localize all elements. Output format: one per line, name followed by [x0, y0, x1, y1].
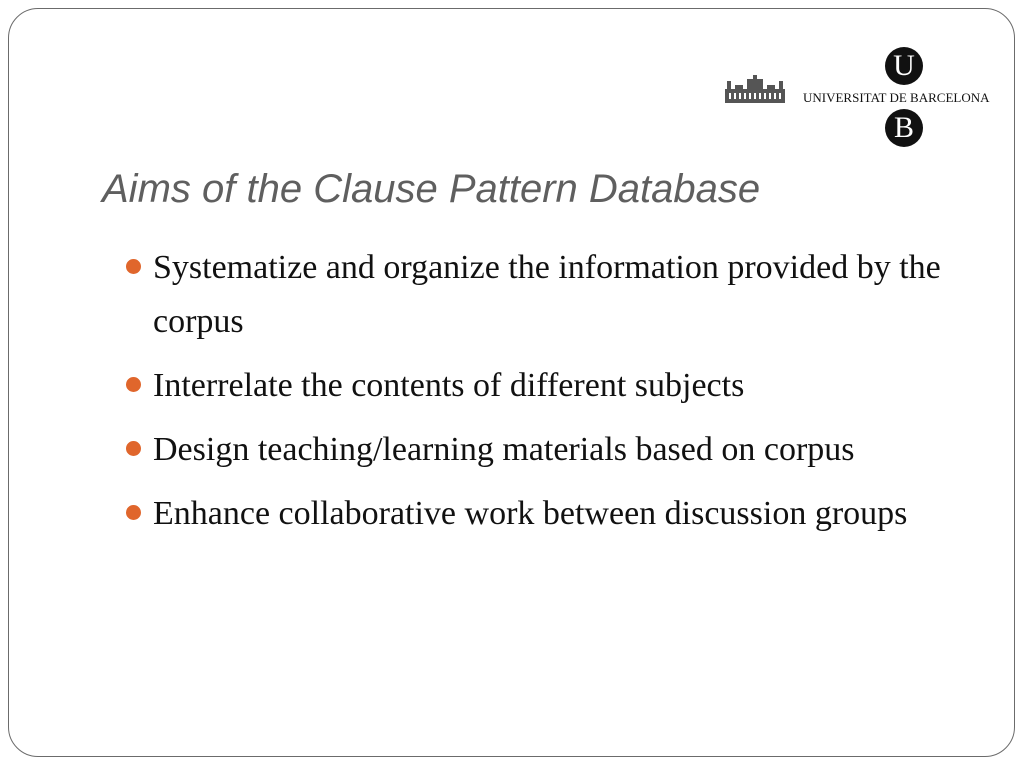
slide-title: Aims of the Clause Pattern Database	[102, 167, 761, 211]
logo-university-name: UNIVERSITAT DE BARCELONA	[803, 90, 990, 105]
bullet-icon	[126, 505, 141, 520]
logo-letter-b: B	[885, 109, 923, 147]
building-icon	[725, 75, 785, 105]
bullet-item	[124, 487, 944, 541]
slide-frame	[8, 8, 1015, 757]
logo-letter-u: U	[885, 47, 923, 85]
bullet-item	[124, 359, 944, 413]
bullet-text: Systematize and organize the information provided by the corpus	[153, 249, 941, 340]
bullet-item	[124, 423, 944, 477]
bullet-text: Design teaching/learning materials based on corpus	[153, 431, 855, 468]
bullet-item	[124, 241, 944, 349]
bullet-icon	[126, 441, 141, 456]
university-logo	[725, 45, 1015, 149]
bullet-icon	[126, 259, 141, 274]
bullet-text: Enhance collaborative work between discussion groups	[153, 495, 908, 532]
bullet-list	[124, 241, 944, 551]
bullet-text: Interrelate the contents of different subjects	[153, 367, 745, 404]
bullet-icon	[126, 377, 141, 392]
